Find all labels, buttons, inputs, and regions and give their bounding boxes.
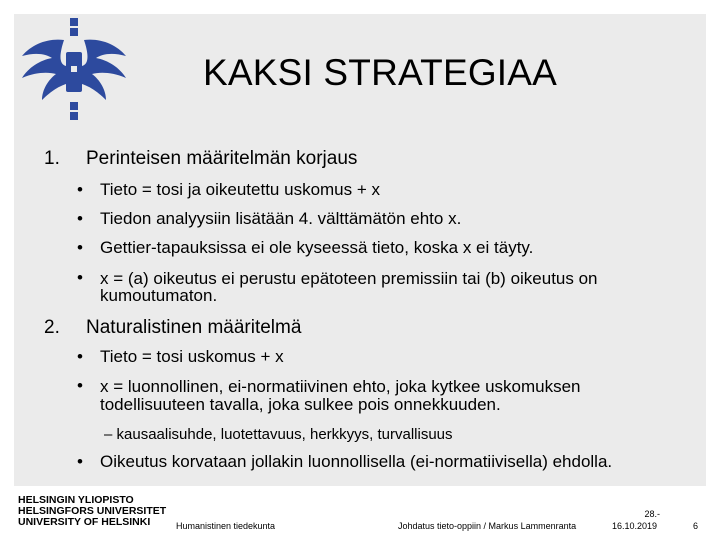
university-name-sv: HELSINGFORS UNIVERSITET bbox=[18, 505, 167, 517]
footer-faculty: Humanistinen tiedekunta bbox=[176, 521, 276, 531]
helsinki-flame-logo-icon bbox=[18, 16, 130, 128]
footer-date-line1: 28.- bbox=[644, 509, 660, 519]
page-number: 6 bbox=[693, 521, 699, 531]
bullet-dot: • bbox=[77, 347, 83, 366]
bullet-dot: • bbox=[77, 209, 83, 228]
bullet-text-line1: x = (a) oikeutus ei perustu epätoteen premissiin tai (b) oikeutus on bbox=[100, 269, 598, 288]
bullet-dot: • bbox=[77, 452, 83, 471]
bullet-dot: • bbox=[77, 180, 83, 199]
bullet-text: Gettier-tapauksissa ei ole kyseessä tieto, koska x ei täyty. bbox=[100, 238, 534, 257]
list-number-1: 1. bbox=[44, 148, 60, 169]
bullet-text-line2: todellisuuteen tavalla, joka sulkee pois onnekkuuden. bbox=[100, 395, 501, 414]
footer-date-line2: 16.10.2019 bbox=[612, 521, 658, 531]
university-name-en: UNIVERSITY OF HELSINKI bbox=[18, 516, 151, 528]
bullet-text-line1: x = luonnollinen, ei-normatiivinen ehto, joka kytkee uskomuksen bbox=[100, 377, 581, 396]
footer-course: Johdatus tieto-oppiin / Markus Lammenranta bbox=[398, 521, 577, 531]
bullet-dot: • bbox=[77, 268, 83, 287]
bullet-text: Tieto = tosi ja oikeutettu uskomus + x bbox=[100, 180, 381, 199]
item-1-label: Perinteisen määritelmän korjaus bbox=[86, 148, 358, 169]
bullet-text: Tiedon analyysiin lisätään 4. välttämätön ehto x. bbox=[100, 209, 462, 228]
sub-bullet-text: – kausaalisuhde, luotettavuus, herkkyys, turvallisuus bbox=[104, 426, 453, 443]
bullet-dot: • bbox=[77, 238, 83, 257]
item-2-label: Naturalistinen määritelmä bbox=[86, 317, 302, 338]
bullet-dot: • bbox=[77, 376, 83, 395]
bullet-text-line2: kumoutumaton. bbox=[100, 286, 218, 305]
slide-title: KAKSI STRATEGIAA bbox=[202, 52, 558, 93]
university-name-fi: HELSINGIN YLIOPISTO bbox=[18, 494, 134, 506]
bullet-text: Tieto = tosi uskomus + x bbox=[100, 347, 284, 366]
bullet-text: Oikeutus korvataan jollakin luonnollisella (ei-normatiivisella) ehdolla. bbox=[100, 452, 613, 471]
list-number-2: 2. bbox=[44, 317, 60, 338]
